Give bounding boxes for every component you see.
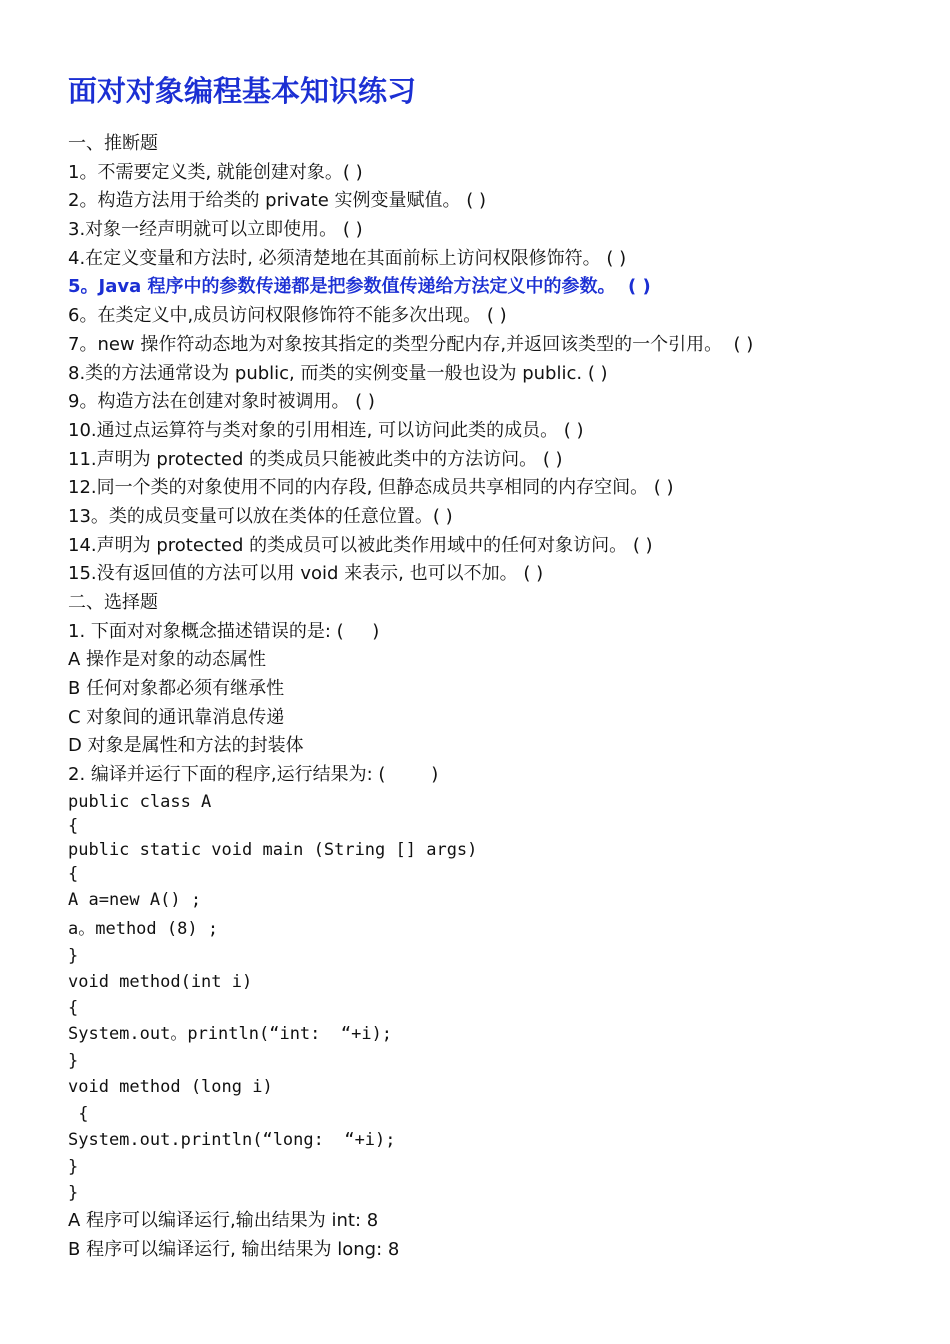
choice-option-d: D 对象是属性和方法的封装体 [68, 735, 304, 757]
judgement-item-15: 15.没有返回值的方法可以用 void 来表示, 也可以不加。 ( ) [68, 563, 544, 585]
judgement-item-10: 10.通过点运算符与类对象的引用相连, 可以访问此类的成员。 ( ) [68, 419, 584, 441]
judgement-item-2: 2。构造方法用于给类的 private 实例变量赋值。 ( ) [68, 190, 487, 212]
judgement-item-8: 8.类的方法通常设为 public, 而类的实例变量一般也设为 public. ( ) [68, 362, 608, 384]
code-line: void method(int i) [68, 971, 253, 992]
judgement-item-5-highlighted: 5。Java 程序中的参数传递都是把参数值传递给方法定义中的参数。 ( ) [68, 276, 651, 298]
judgement-item-3: 3.对象一经声明就可以立即使用。 ( ) [68, 219, 363, 241]
document-title: 面对对象编程基本知识练习 [68, 74, 417, 108]
code-line: { [68, 864, 79, 885]
judgement-item-11: 11.声明为 protected 的类成员只能被此类中的方法访问。 ( ) [68, 448, 563, 470]
code-line: public class A [68, 791, 212, 812]
code-block [68, 790, 928, 1208]
judgement-item-1: 1。不需要定义类, 就能创建对象。( ) [68, 161, 363, 183]
section-heading-choice: 二、选择题 [68, 592, 158, 613]
code-line: } [68, 1051, 79, 1072]
code-line: } [68, 945, 79, 966]
code-line: } [68, 1182, 79, 1203]
choice-question-2: 2. 编译并运行下面的程序,运行结果为: ( ) [68, 764, 439, 786]
code-line: public static void main (String [] args) [68, 840, 478, 860]
judgement-item-7: 7。new 操作符动态地为对象按其指定的类型分配内存,并返回该类型的一个引用。 ( ) [68, 333, 754, 355]
code-line: { [68, 815, 79, 836]
choice-question-1: 1. 下面对对象概念描述错误的是: ( ) [68, 620, 380, 642]
judgement-item-9: 9。构造方法在创建对象时被调用。 ( ) [68, 391, 375, 413]
judgement-item-13: 13。类的成员变量可以放在类体的任意位置。( ) [68, 505, 453, 527]
judgement-item-14: 14.声明为 protected 的类成员可以被此类作用域中的任何对象访问。 ( ) [68, 534, 653, 556]
code-line: { [68, 1103, 89, 1124]
code-line: A a=new A() ; [68, 890, 202, 911]
choice-option-c: C 对象间的通讯靠消息传递 [68, 706, 285, 728]
code-line: } [68, 1156, 79, 1177]
choice-option-a: A 操作是对象的动态属性 [68, 649, 267, 671]
document-page [68, 66, 928, 1265]
code-line: void method (long i) [68, 1077, 273, 1098]
code-line: System.out。println(“int: “+i); [68, 1024, 393, 1045]
judgement-item-12: 12.同一个类的对象使用不同的内存段, 但静态成员共享相同的内存空间。 ( ) [68, 477, 674, 499]
judgement-item-4: 4.在定义变量和方法时, 必须清楚地在其面前标上访问权限修饰符。 ( ) [68, 247, 627, 269]
code-line: { [68, 998, 79, 1019]
judgement-item-6: 6。在类定义中,成员访问权限修饰符不能多次出现。 ( ) [68, 305, 507, 327]
section-heading-judgement: 一、推断题 [68, 133, 158, 154]
choice-2-option-a: A 程序可以编译运行,输出结果为 int: 8 [68, 1210, 379, 1232]
code-line: a。method (8) ; [68, 918, 219, 939]
choice-2-option-b: B 程序可以编译运行, 输出结果为 long: 8 [68, 1239, 400, 1261]
code-line: System.out.println(“long: “+i); [68, 1130, 396, 1150]
choice-option-b: B 任何对象都必须有继承性 [68, 678, 285, 700]
